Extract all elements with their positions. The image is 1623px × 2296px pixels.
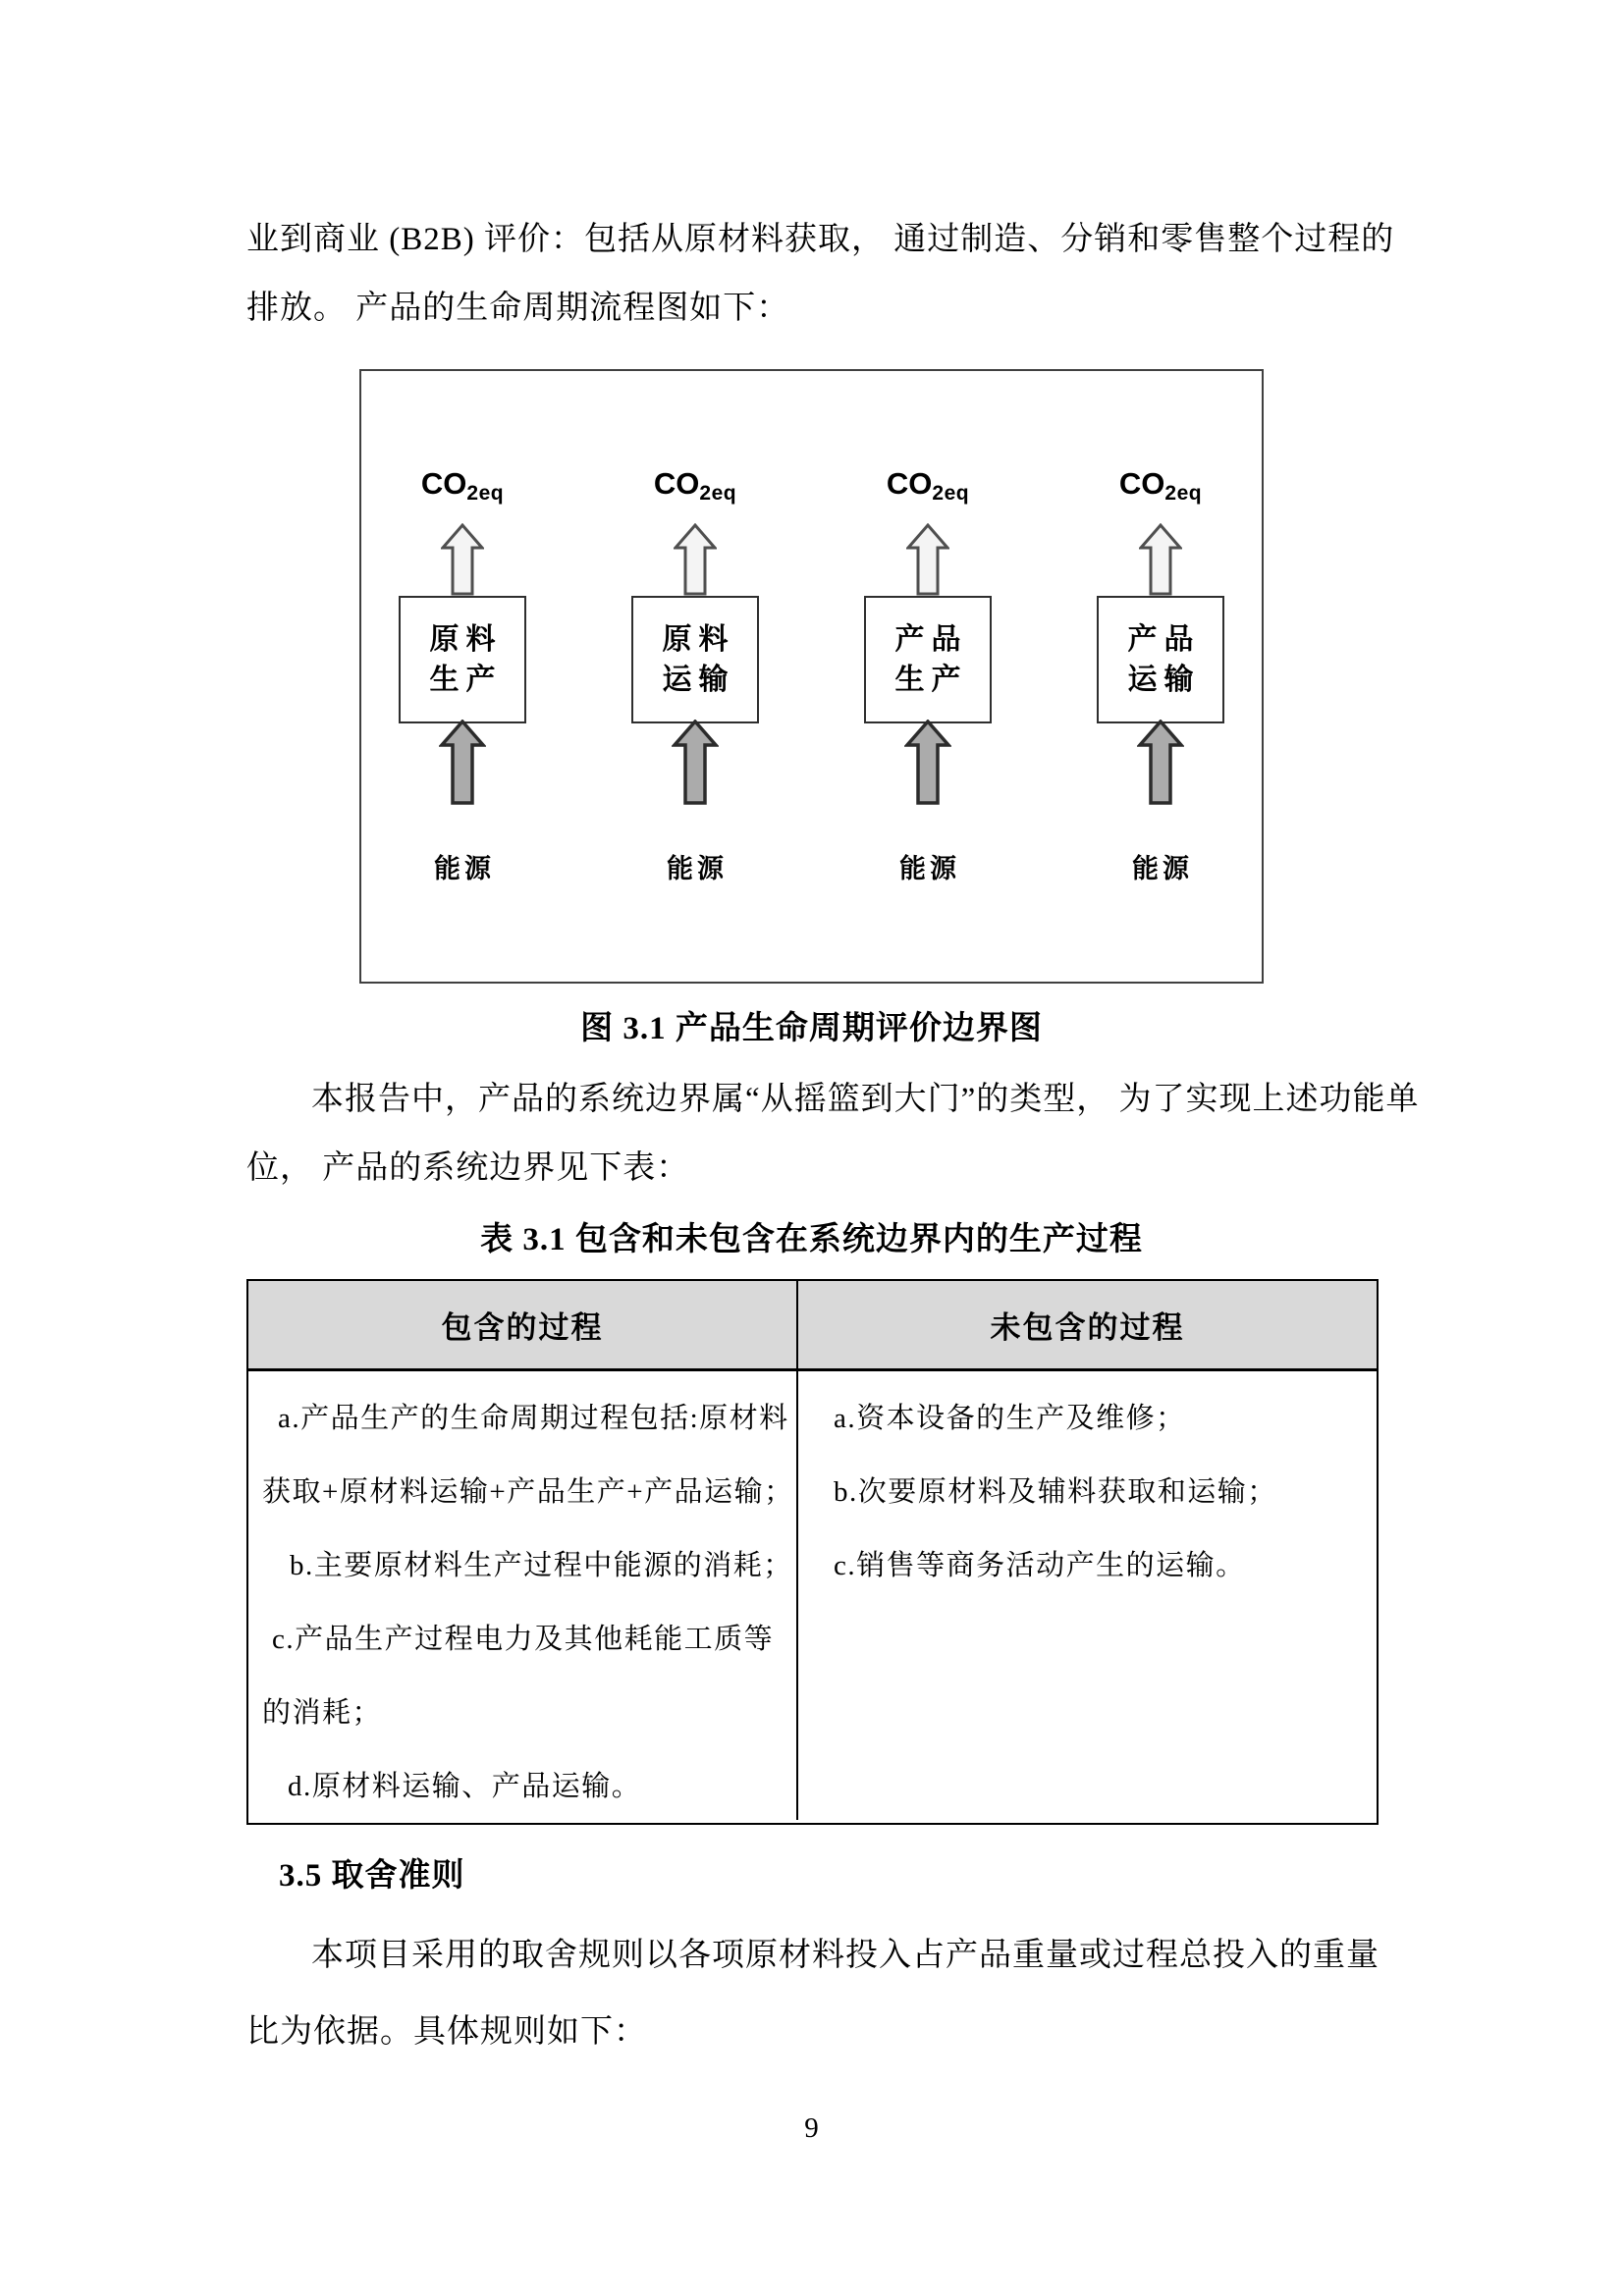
- diagram-column-product-production: [864, 371, 992, 982]
- table-cell-line: c.销售等商务活动产生的运输。: [834, 1550, 1246, 1581]
- co2-subscript: 2eq: [1164, 482, 1203, 505]
- table-cell-line: a.产品生产的生命周期过程包括:原材料: [278, 1403, 789, 1434]
- intro-paragraph-line-1: 业到商业 (B2B) 评价：包括从原材料获取， 通过制造、分销和零售整个过程的: [246, 222, 1395, 257]
- co2eq-label: [1119, 463, 1202, 505]
- emission-up-arrow-icon: [674, 523, 717, 596]
- process-box-line: 生产: [894, 664, 968, 696]
- table-cell-line: a.资本设备的生产及维修；: [834, 1403, 1186, 1434]
- energy-label: 能源: [667, 854, 728, 883]
- table-header-included: 包含的过程: [248, 1281, 798, 1368]
- process-box-line: 生产: [429, 664, 503, 696]
- process-box-line: 原料: [429, 623, 503, 656]
- diagram-column-material-production: [399, 371, 526, 982]
- energy-up-arrow-icon: [672, 720, 719, 806]
- table-body-row: [248, 1371, 1377, 1820]
- table-cell-line: b.主要原材料生产过程中能源的消耗；: [290, 1550, 793, 1581]
- energy-up-arrow-icon: [439, 720, 486, 806]
- figure-caption: 图 3.1 产品生命周期评价边界图: [580, 1011, 1043, 1046]
- co2-text: CO: [653, 466, 700, 501]
- process-box: [399, 596, 526, 723]
- lifecycle-boundary-diagram: [359, 369, 1264, 984]
- co2-subscript: 2eq: [932, 482, 970, 505]
- energy-up-arrow-icon: [904, 720, 951, 806]
- process-box-line: 产品: [1127, 623, 1201, 656]
- process-box-line: 原料: [662, 623, 735, 656]
- section-heading-3-5: 3.5 取舍准则: [279, 1858, 465, 1894]
- emission-up-arrow-icon: [441, 523, 484, 596]
- emission-up-arrow-icon: [906, 523, 949, 596]
- emission-up-arrow-icon: [1139, 523, 1182, 596]
- table-cell-line: d.原材料运输、产品运输。: [288, 1771, 642, 1802]
- energy-label: 能源: [434, 854, 495, 883]
- table-cell-line: b.次要原材料及辅料获取和运输；: [834, 1476, 1277, 1508]
- co2eq-label: [421, 463, 504, 505]
- co2eq-label: [654, 463, 736, 505]
- cutoff-paragraph-line-2: 比为依据。具体规则如下：: [246, 2014, 647, 2050]
- table-header-row: [248, 1281, 1377, 1371]
- co2-text: CO: [1118, 466, 1165, 501]
- process-box: [1097, 596, 1224, 723]
- table-cell-line: 的消耗；: [262, 1697, 383, 1729]
- diagram-column-product-transport: [1097, 371, 1224, 982]
- process-box-line: 运输: [662, 664, 735, 696]
- energy-label: 能源: [1132, 854, 1193, 883]
- energy-label: 能源: [899, 854, 960, 883]
- process-box: [864, 596, 992, 723]
- boundary-paragraph-line-2: 位， 产品的系统边界见下表：: [246, 1150, 690, 1186]
- energy-up-arrow-icon: [1137, 720, 1184, 806]
- table-cell-line: 获取+原材料运输+产品生产+产品运输；: [262, 1476, 794, 1508]
- co2-text: CO: [420, 466, 467, 501]
- diagram-column-material-transport: [631, 371, 759, 982]
- co2-subscript: 2eq: [466, 482, 505, 505]
- process-box: [631, 596, 759, 723]
- process-box-line: 产品: [894, 623, 968, 656]
- table-header-excluded: 未包含的过程: [990, 1310, 1185, 1345]
- process-box-line: 运输: [1127, 664, 1201, 696]
- excluded-processes-cell: [798, 1371, 1377, 1820]
- co2-text: CO: [886, 466, 933, 501]
- co2eq-label: [887, 463, 969, 505]
- table-cell-line: c.产品生产过程电力及其他耗能工质等: [272, 1624, 775, 1655]
- page-number: 9: [804, 2112, 819, 2144]
- cutoff-paragraph-line-1: 本项目采用的取舍规则以各项原材料投入占产品重量或过程总投入的重量: [311, 1938, 1380, 1973]
- included-processes-cell: [248, 1371, 798, 1820]
- boundary-paragraph-line-1: 本报告中，产品的系统边界属“从摇篮到大门”的类型， 为了实现上述功能单: [311, 1082, 1420, 1117]
- system-boundary-table: [246, 1279, 1379, 1825]
- table-caption: 表 3.1 包含和未包含在系统边界内的生产过程: [480, 1222, 1143, 1257]
- intro-paragraph-line-2: 排放。 产品的生命周期流程图如下：: [246, 291, 790, 326]
- co2-subscript: 2eq: [699, 482, 737, 505]
